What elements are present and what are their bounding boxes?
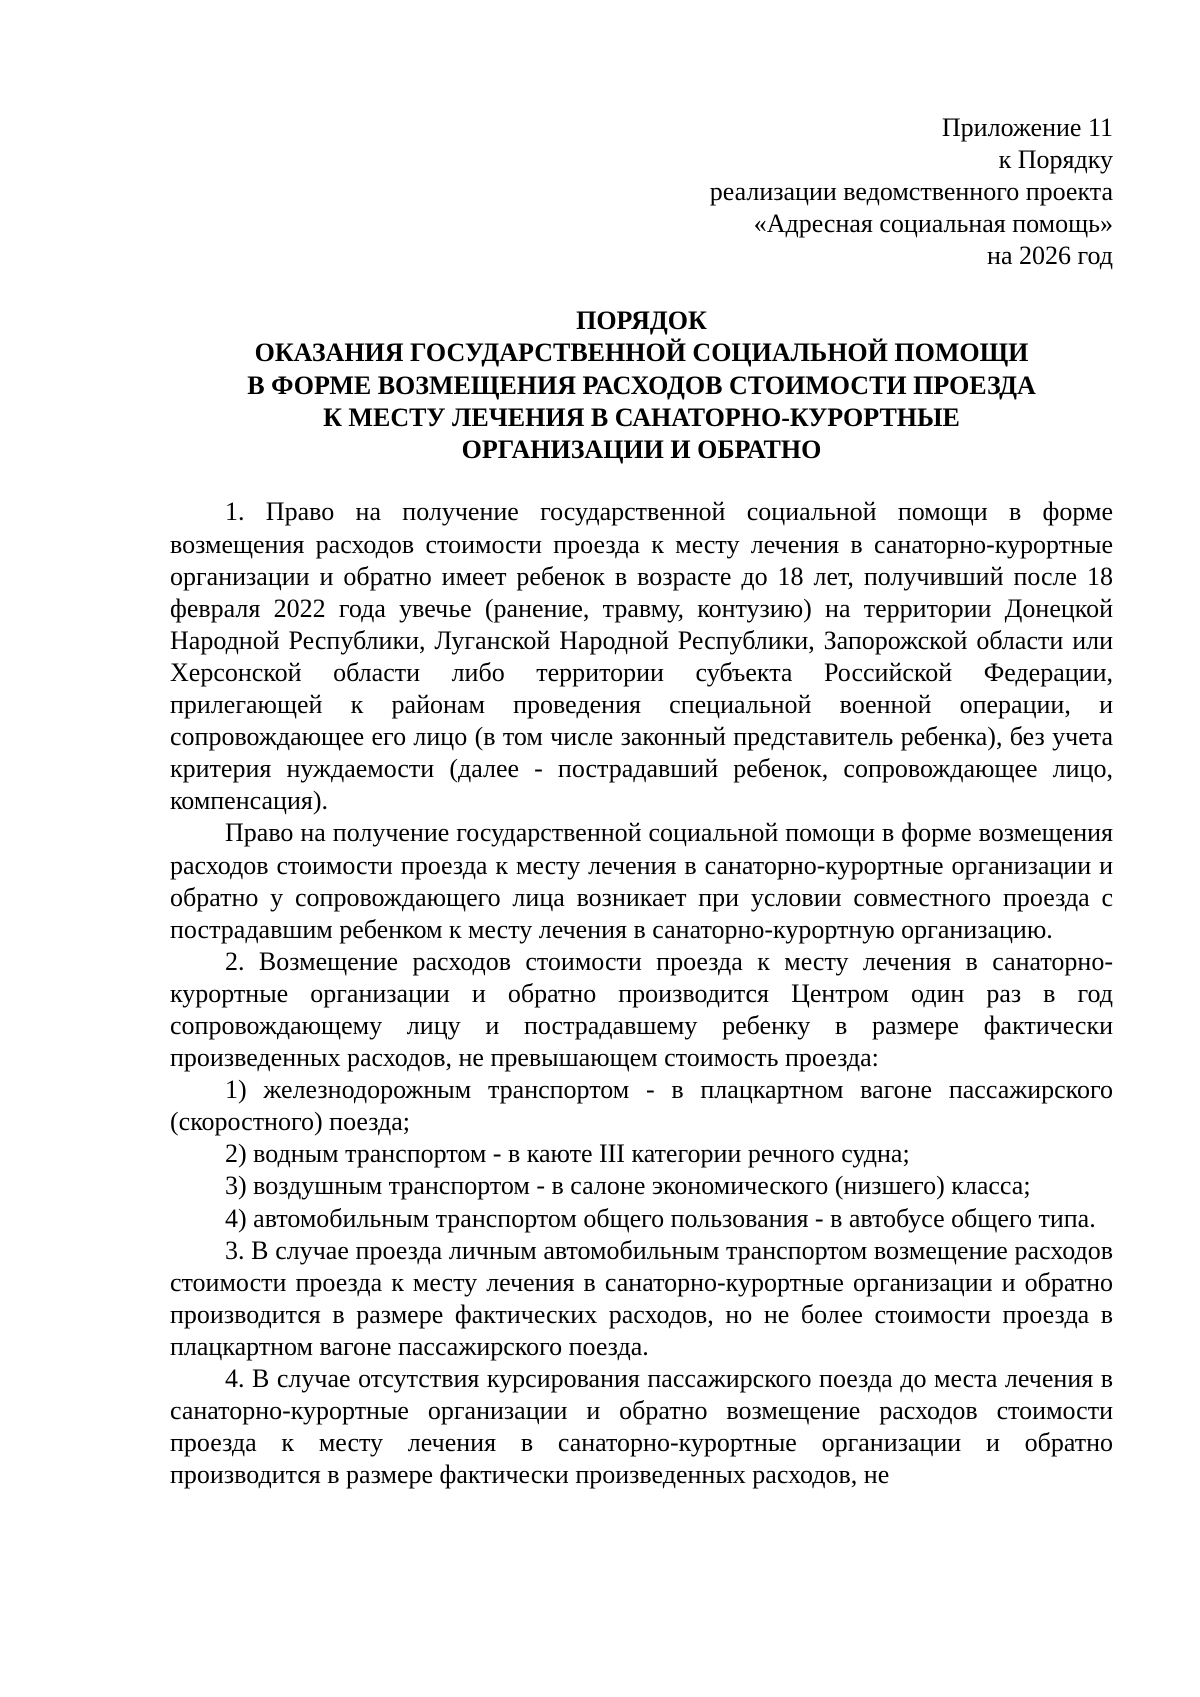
title-line: ПОРЯДОК <box>576 306 707 335</box>
paragraph-3: 2. Возмещение расходов стоимости проезда к месту лечения в санаторно-курортные организации и обратно производится Центром один раз в год сопровождающему лицу и пострадавшему ребенку в размере фактически произведенных расходов, не превышающем стоимость проезда: <box>170 946 1113 1073</box>
title-line: ОРГАНИЗАЦИИ И ОБРАТНО <box>461 435 822 465</box>
appendix-line: «Адресная социальная помощь» <box>753 209 1113 238</box>
appendix-line: Приложение 11 <box>941 113 1113 142</box>
document-body <box>170 496 1113 1491</box>
title-line: ОКАЗАНИЯ ГОСУДАРСТВЕННОЙ СОЦИАЛЬНОЙ ПОМОЩИ <box>254 338 1029 368</box>
appendix-line: к Порядку <box>998 145 1113 174</box>
list-item-1: 1) железнодорожным транспортом - в плацкартном вагоне пассажирского (скоростного) поезда; <box>170 1075 1113 1137</box>
paragraph-4: 3. В случае проезда личным автомобильным транспортом возмещение расходов стоимости проезда к месту лечения в санаторно-курортные организации и обратно производится в размере фактических расходов, но не более стоимости проезда в плацкартном вагоне пассажирского поезда. <box>170 1235 1113 1361</box>
paragraph-1: 1. Право на получение государственной социальной помощи в форме возмещения расходов стоимости проезда к месту лечения в санаторно-курортные организации и обратно имеет ребенок в возрасте до 18 лет, получивший после 18 февраля 2022 года увечье (ранение, травму, контузию) на территории Донецкой Народной Республики, Луганской Народной Республики, Запорожской области или Херсонской области либо территории субъекта Российской Федерации, прилегающей к районам проведения специальной военной операции, и сопровождающее его лицо (в том числе законный представитель ребенка), без учета критерия нуждаемости (далее - пострадавший ребенок, сопровождающее лицо, компенсация). <box>170 497 1113 816</box>
list-item-2: 2) водным транспортом - в каюте III категории речного судна; <box>225 1139 910 1169</box>
title-line: В ФОРМЕ ВОЗМЕЩЕНИЯ РАСХОДОВ СТОИМОСТИ ПРОЕЗДА <box>247 370 1036 400</box>
paragraph-2: Право на получение государственной социальной помощи в форме возмещения расходов стоимости проезда к месту лечения в санаторно-курортные организации и обратно у сопровождающего лица возникает при условии совместного проезда с пострадавшим ребенком к месту лечения в санаторно-курортную организацию. <box>170 818 1113 944</box>
title-line: К МЕСТУ ЛЕЧЕНИЯ В САНАТОРНО-КУРОРТНЫЕ <box>323 402 960 432</box>
appendix-header <box>170 112 1113 272</box>
list-item-3: 3) воздушным транспортом - в салоне экономического (низшего) класса; <box>225 1171 1031 1201</box>
paragraph-5: 4. В случае отсутствия курсирования пассажирского поезда до места лечения в санаторно-курортные организации и обратно возмещение расходов стоимости проезда к месту лечения в санаторно-курортные организации и обратно производится в размере фактически произведенных расходов, не <box>170 1364 1113 1490</box>
document-title <box>170 305 1113 466</box>
appendix-line: на 2026 год <box>987 241 1113 270</box>
list-item-4: 4) автомобильным транспортом общего пользования - в автобусе общего типа. <box>225 1203 1096 1233</box>
appendix-line: реализации ведомственного проекта <box>709 177 1113 206</box>
